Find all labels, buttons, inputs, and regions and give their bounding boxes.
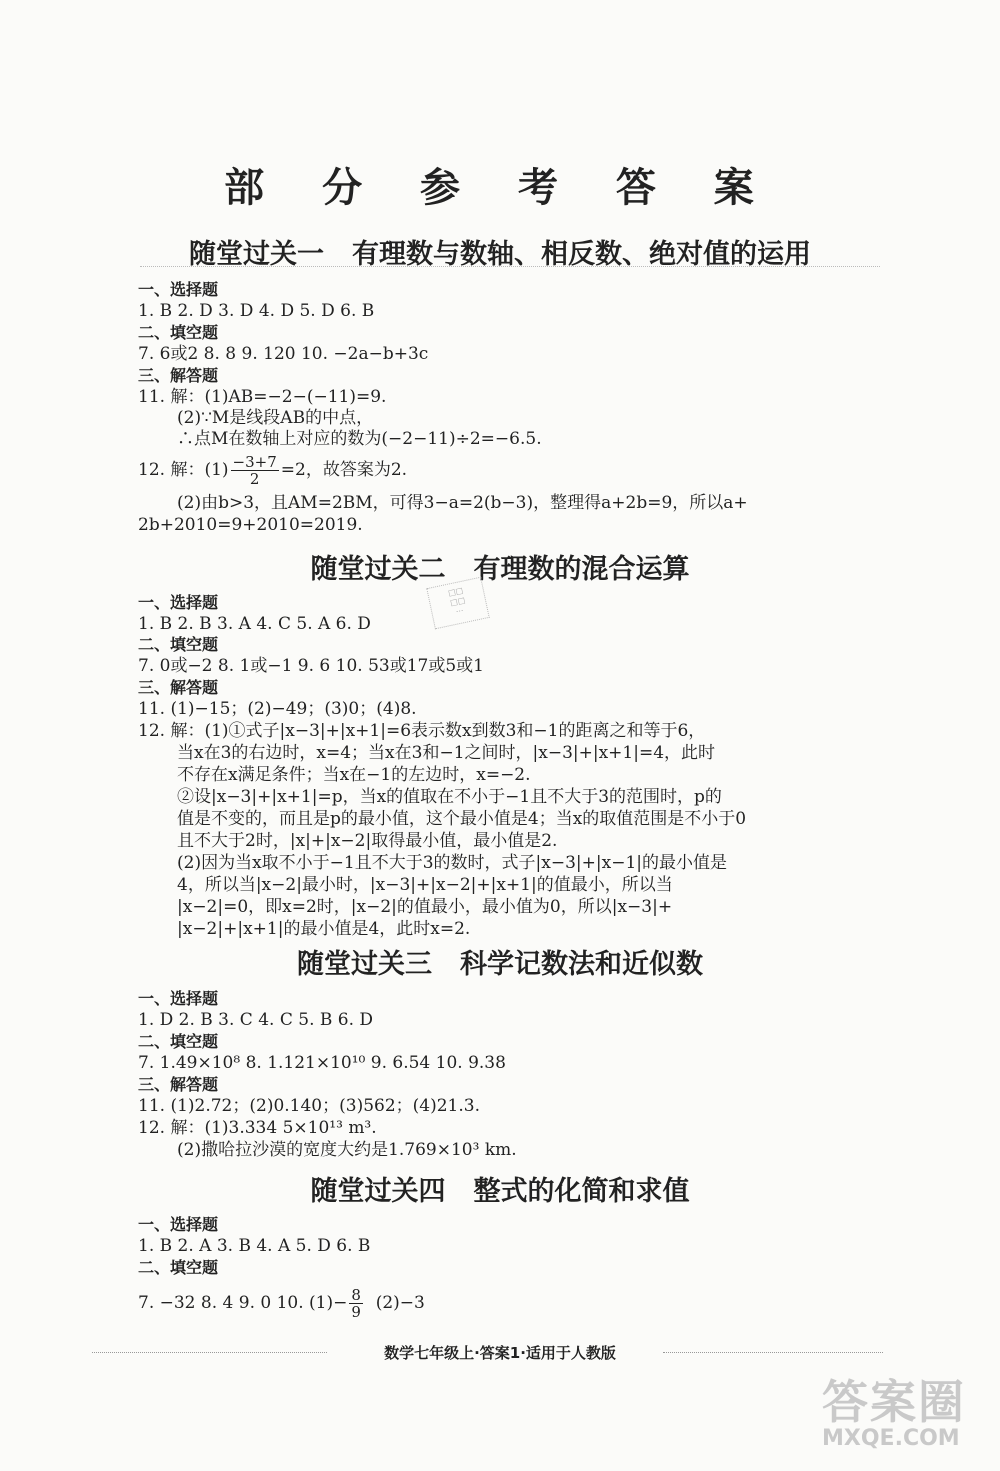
section-4-fraction: [349, 1287, 363, 1320]
section-1-q12-line-3: 2b+2010=9+2010=2019.: [138, 515, 363, 535]
section-1-answers-choice: 1. B 2. D 3. D 4. D 5. D 6. B: [138, 301, 375, 321]
section-2-heading-solve: 三、解答题: [138, 678, 219, 697]
section-2-q12-line-1: 12. 解：(1)①式子|x−3|+|x+1|=6表示数x到数3和−1的距离之和等于6，: [138, 721, 706, 741]
section-1-heading-choice: 一、选择题: [138, 280, 219, 299]
section-1-heading-fill: 二、填空题: [138, 323, 219, 342]
section-2-topic: 有理数的混合运算: [473, 554, 690, 585]
section-1-q11-line-2: (2)∵M是线段AB的中点，: [177, 408, 374, 428]
section-1-q12-line-1: [138, 454, 407, 487]
section-4-answers-choice: 1. B 2. A 3. B 4. A 5. D 6. B: [138, 1236, 371, 1256]
watermark-logo: [822, 1366, 987, 1461]
section-1-q12-fraction: [231, 454, 279, 487]
fraction-denominator: 2: [249, 470, 260, 488]
section-2-q12-line-5: 值是不变的，而且是p的最小值，这个最小值是4；当x的取值范围是不小于0: [177, 809, 747, 829]
section-4-heading-fill: 二、填空题: [138, 1258, 219, 1277]
watermark-top: 答案圈: [822, 1375, 966, 1429]
section-2-answers-fill: 7. 0或−2 8. 1或−1 9. 6 10. 53或17或5或1: [138, 656, 484, 676]
page-title: 部 分 参 考 答 案: [224, 165, 776, 211]
section-3-heading-solve: 三、解答题: [138, 1075, 219, 1094]
section-2-prefix: 随堂过关二: [310, 554, 446, 585]
section-1-prefix: 随堂过关一: [189, 239, 324, 270]
section-3-answers-choice: 1. D 2. B 3. C 4. C 5. B 6. D: [138, 1010, 374, 1030]
section-2-answers-choice: 1. B 2. B 3. A 4. C 5. A 6. D: [138, 614, 371, 634]
stamp-mark: □□ □□ ···: [426, 577, 490, 630]
section-1-q11-line-3: ∴点M在数轴上对应的数为(−2−11)÷2=−6.5.: [177, 429, 542, 449]
section-4-title: [0, 1169, 1000, 1208]
section-1-answers-fill: 7. 6或2 8. 8 9. 120 10. −2a−b+3c: [138, 344, 429, 364]
section-1-q11-line-1: 11. 解：(1)AB=−2−(−11)=9.: [138, 387, 387, 407]
section-2-heading-fill: 二、填空题: [138, 635, 219, 654]
section-2-title: [0, 547, 1000, 586]
section-4-heading-choice: 一、选择题: [138, 1215, 219, 1234]
section-2-q12-line-8: 4，所以当|x−2|最小时，|x−3|+|x−2|+|x+1|的值最小，所以当: [177, 875, 673, 895]
section-3-topic: 科学记数法和近似数: [460, 949, 703, 980]
section-4-fill-prefix: 7. −32 8. 4 9. 0 10. (1)−: [138, 1293, 348, 1313]
section-4-fill-suffix: (2)−3: [375, 1293, 425, 1313]
section-3-title: [0, 942, 1000, 981]
section-3-q12-line-1: 12. 解：(1)3.334 5×10¹³ m³.: [138, 1118, 377, 1138]
section-3-heading-choice: 一、选择题: [138, 989, 219, 1008]
section-4-prefix: 随堂过关四: [310, 1176, 446, 1207]
section-2-q12-line-3: 不存在x满足条件；当x在−1的左边时，x=−2.: [177, 765, 531, 785]
section-2-q12-line-2: 当x在3的右边时，x=4；当x在3和−1之间时，|x−3|+|x+1|=4，此时: [177, 743, 716, 763]
section-2-q12-line-10: |x−2|+|x+1|的最小值是4，此时x=2.: [177, 919, 471, 939]
fraction-numerator: 8: [351, 1286, 361, 1304]
section-2-q11: 11. (1)−15；(2)−49；(3)0；(4)8.: [138, 699, 417, 719]
section-1-heading-solve: 三、解答题: [138, 366, 219, 385]
fraction-denominator: 9: [351, 1303, 361, 1321]
section-3-q12-line-2: (2)撒哈拉沙漠的宽度大约是1.769×10³ km.: [177, 1140, 517, 1160]
section-1-divider: [140, 266, 880, 267]
watermark-bottom: MXQE.COM: [822, 1426, 960, 1451]
section-4-topic: 整式的化简和求值: [473, 1176, 690, 1207]
section-1-q12-suffix: =2，故答案为2.: [280, 460, 408, 480]
section-1-q12-prefix: 12. 解：(1): [138, 460, 229, 480]
section-2-heading-choice: 一、选择题: [138, 593, 219, 612]
fraction-numerator: −3+7: [232, 453, 277, 471]
section-3-q11: 11. (1)2.72；(2)0.140；(3)562；(4)21.3.: [138, 1096, 480, 1116]
section-1-topic: 有理数与数轴、相反数、绝对值的运用: [352, 239, 811, 270]
footer-divider-right: [663, 1352, 883, 1353]
section-2-q12-line-7: (2)因为当x取不小于−1且不大于3的数时，式子|x−3|+|x−1|的最小值是: [177, 853, 727, 873]
section-4-answers-fill: [138, 1287, 425, 1320]
section-3-heading-fill: 二、填空题: [138, 1032, 219, 1051]
section-3-answers-fill: 7. 1.49×10⁸ 8. 1.121×10¹⁰ 9. 6.54 10. 9.38: [138, 1053, 506, 1073]
section-2-q12-line-6: 且不大于2时，|x|+|x−2|取得最小值，最小值是2.: [177, 831, 558, 851]
section-2-q12-line-4: ②设|x−3|+|x+1|=p，当x的值取在不小于−1且不大于3的范围时，p的: [177, 787, 722, 807]
section-1-q12-line-2: (2)由b>3，且AM=2BM，可得3−a=2(b−3)，整理得a+2b=9，所以a+: [177, 493, 748, 513]
section-2-q12-line-9: |x−2|=0，即x=2时，|x−2|的值最小，最小值为0，所以|x−3|+: [177, 897, 673, 917]
section-3-prefix: 随堂过关三: [297, 949, 432, 980]
page-footer: 数学七年级上·答案1·适用于人教版: [384, 1344, 616, 1362]
